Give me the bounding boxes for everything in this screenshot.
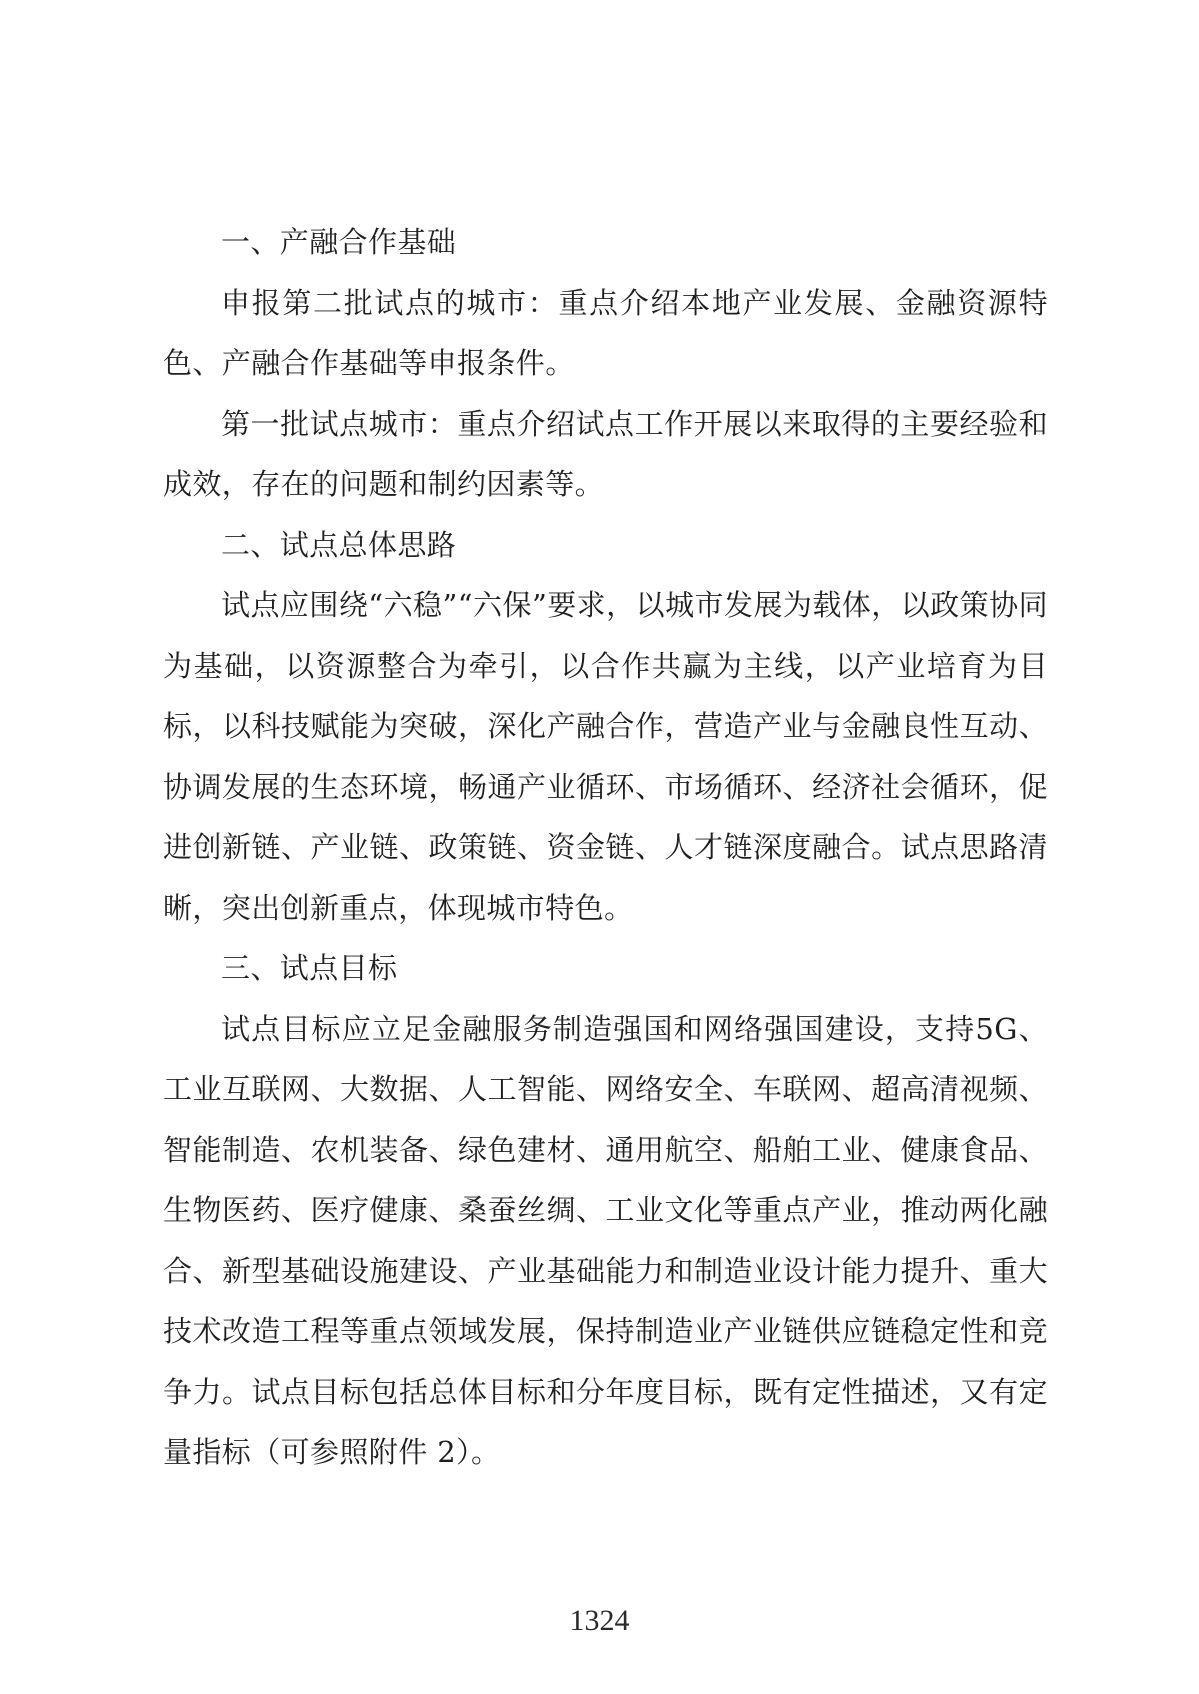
section-heading-3: 三、试点目标 [221,951,398,985]
document-body [163,212,1048,1483]
section-heading-2: 二、试点总体思路 [221,527,457,562]
paragraph-first-batch: 第一批试点城市：重点介绍试点工作开展以来取得的主要经验和成效，存在的问题和制约因素等。 [163,406,1048,501]
page-number: 1324 [569,1604,630,1637]
paragraph-second-batch: 申报第二批试点的城市：重点介绍本地产业发展、金融资源特色、产融合作基础等申报条件。 [163,285,1048,380]
paragraph-overall-approach: 试点应围绕“六稳”“六保”要求，以城市发展为载体，以政策协同为基础，以资源整合为牵引，以合作共赢为主线，以产业培育为目标，以科技赋能为突破，深化产融合作，营造产业与金融良性互动、协调发展的生态环境，畅通产业循环、市场循环、经济社会循环，促进创新链、产业链、政策链、资金链、人才链深度融合。试点思路清晰，突出创新重点，体现城市特色。 [163,588,1048,925]
section-heading-1: 一、产融合作基础 [221,225,457,259]
paragraph-pilot-goals: 试点目标应立足金融服务制造强国和网络强国建设，支持5G、工业互联网、大数据、人工智能、网络安全、车联网、超高清视频、智能制造、农机装备、绿色建材、通用航空、船舶工业、健康食品、生物医药、医疗健康、桑蚕丝绸、工业文化等重点产业，推动两化融合、新型基础设施建设、产业基础能力和制造业设计能力提升、重大技术改造工程等重点领域发展，保持制造业产业链供应链稳定性和竞争力。试点目标包括总体目标和分年度目标，既有定性描述，又有定量指标（可参照附件 2）。 [163,1011,1048,1469]
